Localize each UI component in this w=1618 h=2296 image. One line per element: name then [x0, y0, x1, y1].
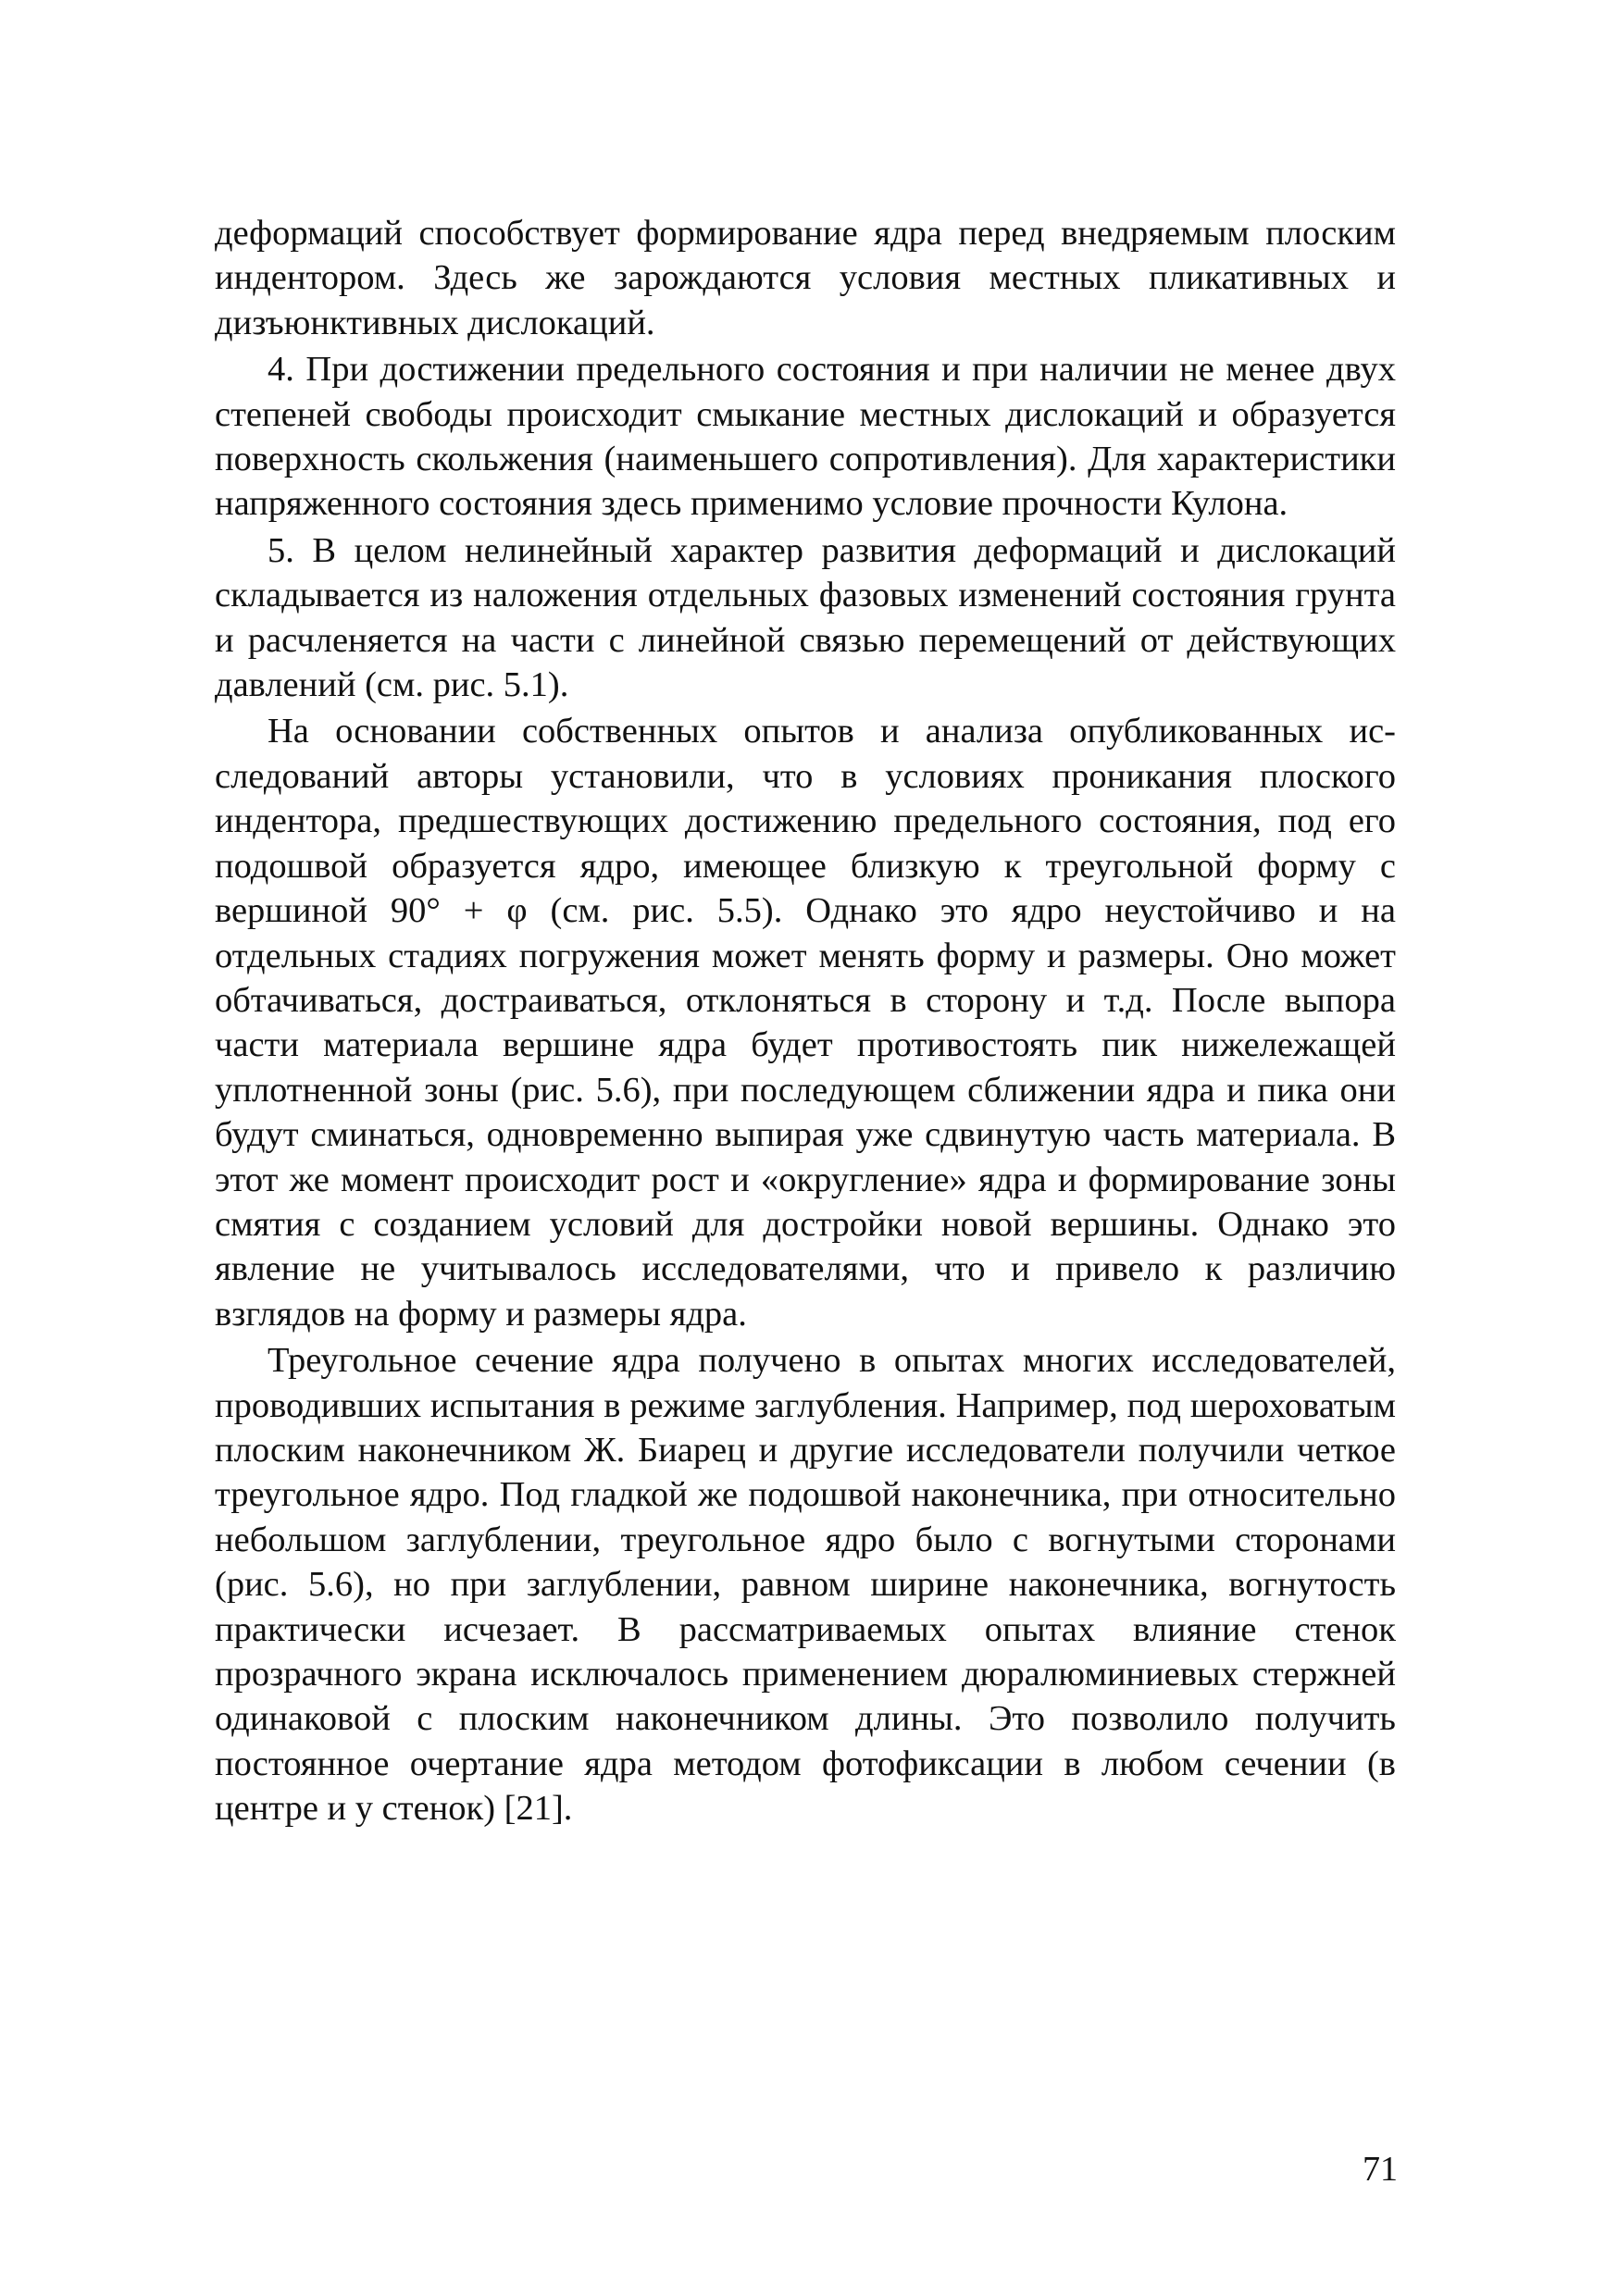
paragraph-item-4: 4. При достижении предельного состояния и при наличии не менее двух степеней свободы происходит смыкание местных дислокаций и образуется поверхность скольжения (наименьшего сопротивления). Для характеристики напряженного состояния здесь применимо условие прочности Кулона. [215, 350, 1396, 524]
paragraph-core-formation: На основании собственных опытов и анализа опубликованных исследований авторы установили, что в условиях проникания плоского индентора, предшествующих достижению предельного состояния, под его подошвой образуется ядро, имеющее близкую к треугольной форму с вершиной 90° + φ (см. рис. 5.5). Однако это ядро неустойчиво и на отдельных стадиях погружения может менять форму и размеры. Оно может обтачиваться, достраиваться, отклоняться в сторону и т.д. После выпора части материала вершине ядра будет противостоять пик нижележащей уплотненной зоны (рис. 5.6), при последующем сближении ядра и пика они будут сминаться, одновременно выпирая уже сдвинутую часть материала. В этот же момент происходит рост и «округление» ядра и формирование зоны смятия с созданием условий для достройки новой вершины. Однако это явление не учитывалось исследователями, что и привело к различию взглядов на форму и размеры ядра. [215, 712, 1396, 1334]
paragraph-item-5: 5. В целом нелинейный характер развития деформаций и дислокаций складывается из наложения отдельных фазовых изменений состояния грунта и расчленяется на части с линейной связью перемещений от действующих давлений (см. рис. 5.1). [215, 530, 1396, 705]
page-number: 71 [1363, 2150, 1398, 2189]
paragraph-continuation: деформаций способствует формирование ядра перед внедряемым плоским индентором. Здесь же зарождаются условия местных пликативных и дизъюнктивных дислокаций. [215, 214, 1396, 342]
body-text [215, 211, 1396, 1831]
paragraph-triangular-section: Треугольное сечение ядра получено в опытах многих исследователей, проводивших испытания в режиме заглубления. Например, под шероховатым плоским наконечником Ж. Биарец и другие исследователи получили четкое треугольное ядро. Под гладкой же подошвой наконечника, при относительно небольшом заглублении, треугольное ядро было с вогнутыми сторонами (рис. 5.6), но при заглублении, равном ширине наконечника, вогнутость практически исчезает. В рассматриваемых опытах влияние стенок прозрачного экрана исключалось применением дюралюминиевых стержней одинаковой с плоским наконечником длины. Это позволило получить постоянное очертание ядра методом фотофиксации в любом сечении (в центре и у стенок) [21]. [215, 1341, 1396, 1829]
